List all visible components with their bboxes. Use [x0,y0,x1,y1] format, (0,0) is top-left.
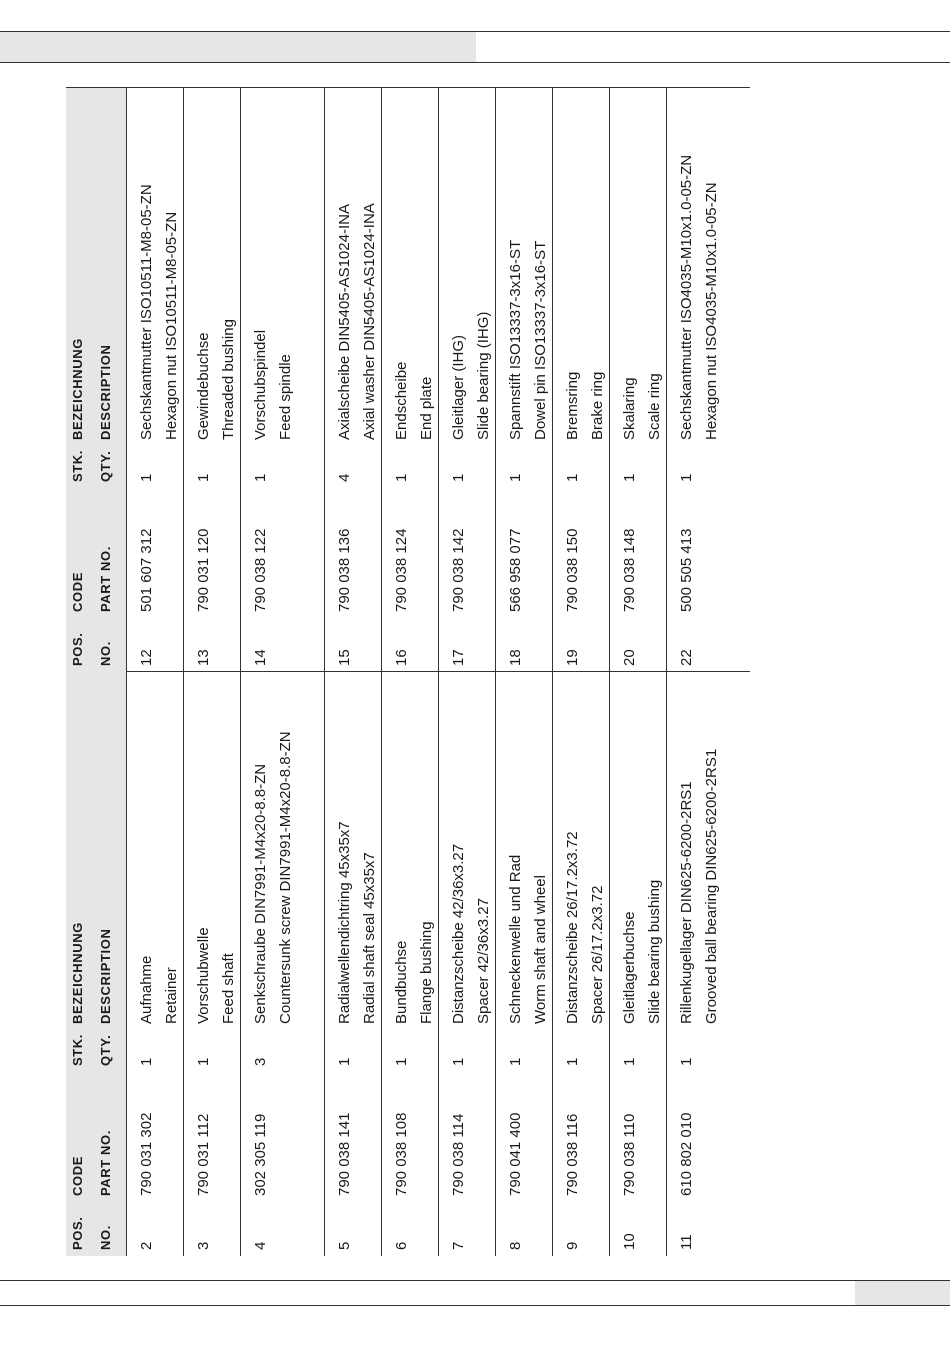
header-code-de: CODE [70,572,85,612]
pos-number: 2 [138,1241,155,1250]
quantity: 1 [621,1057,638,1066]
parts-table-left [66,672,750,1256]
quantity: 1 [195,1057,212,1066]
row-divider [126,672,127,1256]
quantity: 1 [507,1057,524,1066]
table-row [324,88,381,672]
quantity: 1 [507,473,524,482]
row-divider [240,672,241,1256]
row-divider [438,88,439,672]
description-de: Bundbuchse [393,940,410,1024]
pos-number: 8 [507,1241,524,1250]
table-row [438,672,495,1256]
quantity: 1 [450,1057,467,1066]
description-en: End plate [418,376,435,440]
pos-number: 15 [336,649,353,666]
table-row [183,672,240,1256]
pos-number: 4 [252,1241,269,1250]
description-en: Radial shaft seal 45x35x7 [361,852,378,1024]
description-de: Senkschraube DIN7991-M4x20-8.8-ZN [252,763,269,1024]
pos-number: 16 [393,649,410,666]
pos-number: 18 [507,649,524,666]
table-row [381,672,438,1256]
part-number: 790 038 114 [450,1113,467,1196]
row-divider [552,88,553,672]
footer-bar [0,1280,950,1306]
table-row [495,88,552,672]
pos-number: 17 [450,649,467,666]
quantity: 1 [564,1057,581,1066]
description-de: Distanzscheibe 26/17.2x3.72 [564,831,581,1024]
parts-table [66,88,750,1256]
header-code-en: PART NO. [98,546,113,612]
quantity: 3 [252,1057,269,1066]
quantity: 1 [678,473,695,482]
header-pos-en: NO. [98,1225,113,1250]
pos-number: 5 [336,1241,353,1250]
row-divider [240,88,241,672]
table-row [609,88,666,672]
row-divider [183,672,184,1256]
table-row [495,672,552,1256]
header-desc-en: DESCRIPTION [98,344,113,440]
part-number: 302 305 119 [252,1113,269,1196]
description-en: Spacer 42/36x3.27 [475,898,492,1024]
description-en: Retainer [163,967,180,1024]
row-divider [609,672,610,1256]
part-number: 610 802 010 [678,1112,695,1196]
header-pos-en: NO. [98,641,113,666]
part-number: 500 505 413 [678,528,695,612]
header-desc-en: DESCRIPTION [98,928,113,1024]
quantity: 1 [450,473,467,482]
description-en: Countersunk screw DIN7991-M4x20-8.8-ZN [277,731,294,1024]
part-number: 790 031 112 [195,1113,212,1196]
pos-number: 13 [195,649,212,666]
table-row [126,672,183,1256]
pos-number: 14 [252,649,269,666]
row-divider [381,88,382,672]
description-en: Hexagon nut ISO4035-M10x1.0-05-ZN [703,182,720,440]
quantity: 1 [336,1057,353,1066]
row-divider [666,88,667,672]
table-row [666,88,750,672]
row-divider [666,672,667,1256]
header-desc-de: BEZEICHNUNG [70,338,85,440]
part-number: 501 607 312 [138,528,155,612]
pos-number: 11 [678,1234,695,1250]
quantity: 1 [138,1057,155,1066]
table-header [66,672,126,1256]
table-row [552,88,609,672]
header-qty-de: STK. [70,1033,85,1066]
description-en: Hexagon nut ISO10511-M8-05-ZN [163,211,180,440]
part-number: 566 958 077 [507,528,524,612]
header-code-en: PART NO. [98,1130,113,1196]
header-pos-de: POS. [70,632,85,666]
pos-number: 6 [393,1241,410,1250]
quantity: 1 [252,473,269,482]
pos-number: 22 [678,649,695,666]
header-code-de: CODE [70,1156,85,1196]
description-de: Gewindebuchse [195,332,212,440]
part-number: 790 038 122 [252,528,269,612]
part-number: 790 038 124 [393,528,410,612]
part-number: 790 038 141 [336,1112,353,1196]
part-number: 790 038 150 [564,528,581,612]
description-en: Dowel pin ISO13337-3x16-ST [532,240,549,440]
quantity: 1 [195,473,212,482]
part-number: 790 038 142 [450,528,467,612]
description-de: Bremsring [564,371,581,440]
footer-bar-shade [855,1281,950,1305]
pos-number: 3 [195,1241,212,1250]
description-de: Distanzscheibe 42/36x3.27 [450,843,467,1024]
pos-number: 12 [138,649,155,666]
pos-number: 10 [621,1233,638,1250]
description-de: Gleitlagerbuchse [621,911,638,1024]
description-en: Grooved ball bearing DIN625-6200-2RS1 [703,748,720,1024]
description-de: Sechskantmutter ISO10511-M8-05-ZN [138,184,155,440]
part-number: 790 031 120 [195,528,212,612]
table-header [66,88,126,672]
part-number: 790 038 108 [393,1112,410,1196]
description-en: Feed spindle [277,354,294,440]
quantity: 1 [393,1057,410,1066]
header-pos-de: POS. [70,1216,85,1250]
row-divider [552,672,553,1256]
table-row [438,88,495,672]
part-number: 790 038 148 [621,528,638,612]
quantity: 1 [393,473,410,482]
description-en: Spacer 26/17.2x3.72 [589,885,606,1024]
part-number: 790 038 136 [336,528,353,612]
pos-number: 20 [621,649,638,666]
description-de: Vorschubwelle [195,927,212,1024]
part-number: 790 038 116 [564,1113,581,1196]
table-row [183,88,240,672]
description-de: Radialwellendichtring 45x35x7 [336,821,353,1024]
description-de: Spannstift ISO13337-3x16-ST [507,239,524,440]
quantity: 1 [564,473,581,482]
description-en: Flange bushing [418,921,435,1024]
row-divider [126,88,127,672]
row-divider [438,672,439,1256]
description-de: Aufnahme [138,955,155,1024]
quantity: 1 [678,1057,695,1066]
header-qty-en: QTY. [98,1034,113,1066]
table-row [381,88,438,672]
table-row [552,672,609,1256]
pos-number: 19 [564,649,581,666]
row-divider [495,88,496,672]
table-row [240,88,324,672]
table-row [324,672,381,1256]
quantity: 1 [621,473,638,482]
part-number: 790 041 400 [507,1112,524,1196]
pos-number: 9 [564,1241,581,1250]
table-row [240,672,324,1256]
row-divider [183,88,184,672]
row-divider [495,672,496,1256]
description-en: Axial washer DIN5405-AS1024-INA [361,203,378,440]
table-row [126,88,183,672]
description-de: Skalaring [621,377,638,440]
description-de: Gleitlager (IHG) [450,334,467,440]
row-divider [381,672,382,1256]
header-qty-de: STK. [70,449,85,482]
header-qty-en: QTY. [98,450,113,482]
parts-table-right [66,88,750,672]
description-de: Axialscheibe DIN5405-AS1024-INA [336,204,353,440]
row-divider [324,672,325,1256]
description-de: Vorschubspindel [252,329,269,440]
header-desc-de: BEZEICHNUNG [70,922,85,1024]
description-en: Brake ring [589,371,606,440]
column-border [66,87,750,88]
quantity: 4 [336,473,353,482]
row-divider [609,88,610,672]
description-de: Sechskantmutter ISO4035-M10x1.0-05-ZN [678,154,695,440]
quantity: 1 [138,473,155,482]
row-divider [324,88,325,672]
description-de: Rillenkugellager DIN625-6200-2RS1 [678,781,695,1024]
pos-number: 7 [450,1241,467,1250]
description-de: Endscheibe [393,361,410,440]
table-row [666,672,750,1256]
description-de: Schneckenwelle und Rad [507,854,524,1024]
part-number: 790 038 110 [621,1113,638,1196]
description-en: Feed shaft [220,953,237,1024]
description-en: Threaded bushing [220,319,237,440]
description-en: Slide bearing (IHG) [475,311,492,440]
description-en: Worm shaft and wheel [532,875,549,1024]
description-en: Scale ring [646,373,663,440]
table-row [609,672,666,1256]
part-number: 790 031 302 [138,1112,155,1196]
description-en: Slide bearing bushing [646,879,663,1024]
